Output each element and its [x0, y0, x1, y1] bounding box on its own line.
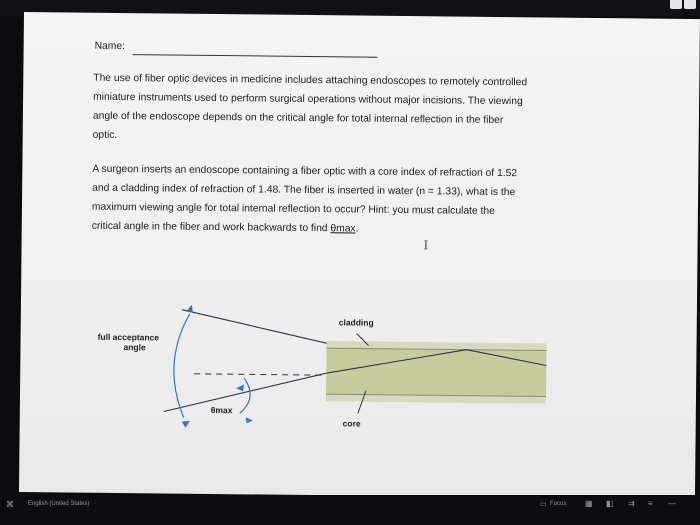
paragraph-2-line: maximum viewing angle for total internal reflection to occur? Hint: you must calculate the: [91, 201, 495, 217]
theta-max-label: θmax: [210, 404, 233, 416]
text-cursor-icon: I: [423, 238, 429, 253]
paragraph-1-line: The use of fiber optic devices in medicine includes attaching endoscopes to remotely controlled: [93, 72, 528, 89]
full-acceptance-label-1: full acceptance: [97, 331, 160, 343]
arc-arrow-bottom: [182, 421, 190, 428]
document-page[interactable]: [19, 12, 700, 499]
paragraph-1-line: miniature instruments used to perform surgical operations without major incisions. The viewing: [93, 91, 523, 108]
theta-max-arc: [240, 378, 250, 413]
axis-dashed-line: [194, 374, 326, 375]
web-layout-icon[interactable]: ⇉: [628, 499, 635, 508]
focus-button[interactable]: Focus: [550, 501, 567, 507]
proofing-icon[interactable]: ⌘: [6, 500, 14, 509]
focus-icon[interactable]: ▭: [540, 501, 547, 508]
paragraph-2-line: and a cladding index of refraction of 1.48. The fiber is inserted in water (n = 1.33), what is the: [92, 182, 516, 199]
status-bar: [0, 495, 700, 525]
period: .: [355, 223, 359, 235]
theta-arrow: [236, 384, 244, 391]
zoom-slider-icon[interactable]: —: [668, 499, 676, 508]
core-label: core: [342, 418, 361, 429]
full-acceptance-arc: [173, 314, 189, 418]
paragraph-1-line: angle of the endoscope depends on the critical angle for total internal reflection in the fiber: [92, 110, 504, 127]
full-acceptance-label-2: angle: [123, 342, 146, 353]
read-mode-icon[interactable]: ◧: [606, 499, 614, 508]
zoom-out-icon[interactable]: ≡: [648, 499, 653, 508]
theta-max-text: θmax: [330, 223, 356, 235]
cladding-label: cladding: [338, 317, 374, 328]
theta-arrow-2: [246, 417, 253, 423]
print-layout-icon[interactable]: ▦: [585, 499, 593, 508]
upper-acceptance-ray: [182, 310, 327, 344]
language-indicator[interactable]: English (United States): [28, 501, 90, 507]
paragraph-2-line: critical angle in the fiber and work backwards to find: [91, 220, 331, 235]
name-label: Name:: [94, 40, 126, 53]
paragraph-1-line: optic.: [92, 129, 118, 141]
paragraph-2-line: A surgeon inserts an endoscope containing a fiber optic with a core index of refraction of 1.52: [92, 163, 518, 180]
